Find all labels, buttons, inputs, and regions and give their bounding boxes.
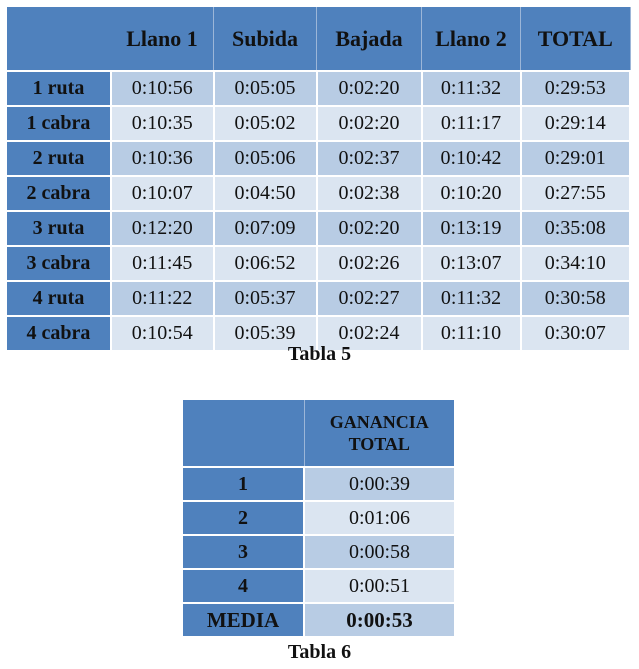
table-cell: 0:11:22 [111,281,214,316]
table-cell: 0:07:09 [214,211,317,246]
table-cell: 0:05:39 [214,316,317,350]
table-cell: 0:00:51 [304,569,454,603]
row-header: 1 [183,467,304,501]
row-header: 1 ruta [7,71,111,106]
table-cell: 0:02:38 [317,176,422,211]
table-cell: 0:05:05 [214,71,317,106]
table-cell: 0:35:08 [521,211,631,246]
table-5-header-row [7,7,630,71]
table-cell: 0:00:53 [304,603,454,636]
row-header: 4 cabra [7,316,111,350]
table-row [183,467,454,501]
table-cell: 0:05:02 [214,106,317,141]
table-cell: 0:11:17 [422,106,521,141]
table-row [183,501,454,535]
table-5 [7,7,631,350]
table-cell: 0:02:20 [317,211,422,246]
table-row [7,106,630,141]
table-cell: 0:29:14 [521,106,631,141]
table-cell: 0:34:10 [521,246,631,281]
row-header: MEDIA [183,603,304,636]
row-header: 4 ruta [7,281,111,316]
table-cell: 0:02:24 [317,316,422,350]
table-cell: 0:10:42 [422,141,521,176]
table-cell: 0:13:19 [422,211,521,246]
table-cell: 0:00:39 [304,467,454,501]
table-cell: 0:11:32 [422,71,521,106]
table-cell: 0:29:53 [521,71,631,106]
table-cell: 0:01:06 [304,501,454,535]
row-header: 4 [183,569,304,603]
table-row [7,281,630,316]
table-row [7,246,630,281]
table-row [7,141,630,176]
table-5-corner [7,7,111,71]
table-cell: 0:10:35 [111,106,214,141]
table-6-corner [183,400,304,467]
table-cell: 0:05:37 [214,281,317,316]
table-cell: 0:04:50 [214,176,317,211]
table-cell: 0:02:37 [317,141,422,176]
row-header: 2 [183,501,304,535]
table-cell: 0:02:20 [317,71,422,106]
table-cell: 0:10:56 [111,71,214,106]
table-row [7,71,630,106]
row-header: 3 ruta [7,211,111,246]
table-cell: 0:12:20 [111,211,214,246]
table-cell: 0:30:58 [521,281,631,316]
table-cell: 0:10:07 [111,176,214,211]
table-row [183,603,454,636]
table-cell: 0:10:36 [111,141,214,176]
table-cell: 0:10:54 [111,316,214,350]
col-header-llano-1: Llano 1 [111,7,214,71]
table-cell: 0:06:52 [214,246,317,281]
col-header-llano-2: Llano 2 [422,7,521,71]
row-header: 1 cabra [7,106,111,141]
table-cell: 0:02:20 [317,106,422,141]
row-header: 3 cabra [7,246,111,281]
table-6-header-row [183,400,454,467]
col-header-total: TOTAL [521,7,631,71]
table-6-caption: Tabla 6 [287,641,352,663]
table-cell: 0:11:10 [422,316,521,350]
table-cell: 0:11:32 [422,281,521,316]
table-cell: 0:05:06 [214,141,317,176]
table-5-caption: Tabla 5 [287,343,352,365]
row-header: 2 cabra [7,176,111,211]
table-row [183,535,454,569]
col-header-bajada: Bajada [317,7,422,71]
row-header: 2 ruta [7,141,111,176]
row-header: 3 [183,535,304,569]
table-cell: 0:02:27 [317,281,422,316]
table-cell: 0:11:45 [111,246,214,281]
table-cell: 0:10:20 [422,176,521,211]
col-header-ganancia-total: GANANCIA TOTAL [304,400,454,467]
table-row [7,176,630,211]
col-header-subida: Subida [214,7,317,71]
table-row [7,211,630,246]
table-cell: 0:29:01 [521,141,631,176]
table-cell: 0:00:58 [304,535,454,569]
table-cell: 0:27:55 [521,176,631,211]
table-cell: 0:02:26 [317,246,422,281]
table-cell: 0:13:07 [422,246,521,281]
table-row [183,569,454,603]
table-6 [183,400,454,636]
table-cell: 0:30:07 [521,316,631,350]
